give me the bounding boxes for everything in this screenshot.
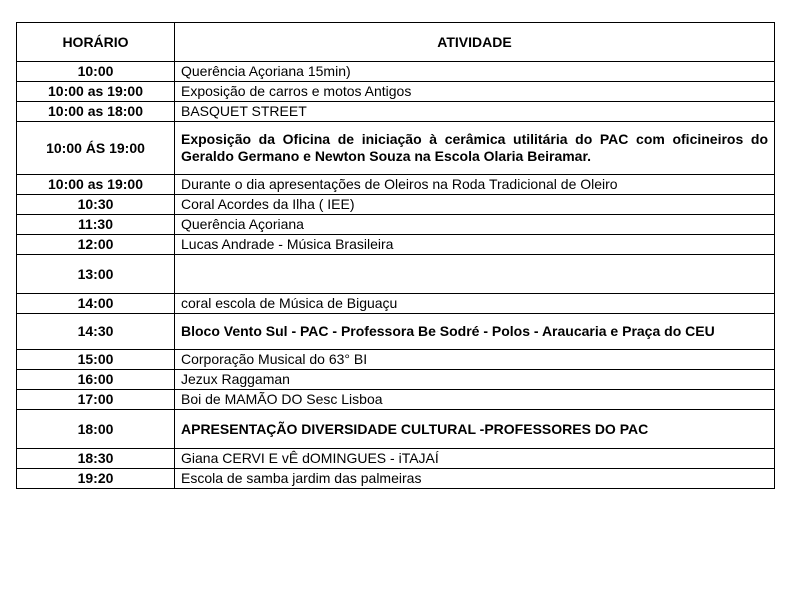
row-time: 13:00 <box>17 255 175 294</box>
table-row <box>17 410 775 449</box>
header-time: HORÁRIO <box>17 23 175 62</box>
row-time: 14:00 <box>17 294 175 314</box>
row-activity: Bloco Vento Sul - PAC - Professora Be Sodré - Polos - Araucaria e Praça do CEU <box>175 314 775 350</box>
schedule-table <box>16 22 775 489</box>
row-time: 10:00 as 19:00 <box>17 175 175 195</box>
row-time: 10:00 ÁS 19:00 <box>17 122 175 175</box>
table-row <box>17 255 775 294</box>
table-row <box>17 195 775 215</box>
table-row <box>17 350 775 370</box>
row-activity: Corporação Musical do 63° BI <box>175 350 775 370</box>
table-row <box>17 122 775 175</box>
row-activity: Exposição da Oficina de iniciação à cerâmica utilitária do PAC com oficineiros do Geraldo Germano e Newton Souza na Escola Olaria Beiramar. <box>175 122 775 175</box>
table-row <box>17 175 775 195</box>
table-row <box>17 82 775 102</box>
table-row <box>17 294 775 314</box>
table-row <box>17 449 775 469</box>
table-row <box>17 235 775 255</box>
row-activity: APRESENTAÇÃO DIVERSIDADE CULTURAL -PROFESSORES DO PAC <box>175 410 775 449</box>
row-activity: Querência Açoriana 15min) <box>175 62 775 82</box>
table-row <box>17 215 775 235</box>
row-activity: Escola de samba jardim das palmeiras <box>175 469 775 489</box>
row-time: 14:30 <box>17 314 175 350</box>
table-row <box>17 314 775 350</box>
row-activity <box>175 255 775 294</box>
row-activity: coral escola de Música de Biguaçu <box>175 294 775 314</box>
row-activity: Giana CERVI E vÊ dOMINGUES - iTAJAÍ <box>175 449 775 469</box>
table-row <box>17 390 775 410</box>
row-time: 10:00 as 18:00 <box>17 102 175 122</box>
row-time: 11:30 <box>17 215 175 235</box>
row-time: 18:00 <box>17 410 175 449</box>
row-time: 15:00 <box>17 350 175 370</box>
row-time: 10:00 <box>17 62 175 82</box>
header-row <box>17 23 775 62</box>
row-time: 10:00 as 19:00 <box>17 82 175 102</box>
table-row <box>17 370 775 390</box>
row-time: 19:20 <box>17 469 175 489</box>
row-time: 10:30 <box>17 195 175 215</box>
row-activity: Exposição de carros e motos Antigos <box>175 82 775 102</box>
header-activity: ATIVIDADE <box>175 23 775 62</box>
row-activity: Durante o dia apresentações de Oleiros na Roda Tradicional de Oleiro <box>175 175 775 195</box>
row-activity: Jezux Raggaman <box>175 370 775 390</box>
row-time: 12:00 <box>17 235 175 255</box>
row-activity: Boi de MAMÃO DO Sesc Lisboa <box>175 390 775 410</box>
table-row <box>17 102 775 122</box>
row-activity: Lucas Andrade - Música Brasileira <box>175 235 775 255</box>
table-row <box>17 62 775 82</box>
row-time: 18:30 <box>17 449 175 469</box>
row-time: 16:00 <box>17 370 175 390</box>
row-activity: BASQUET STREET <box>175 102 775 122</box>
row-activity: Coral Acordes da Ilha ( IEE) <box>175 195 775 215</box>
row-activity: Querência Açoriana <box>175 215 775 235</box>
row-time: 17:00 <box>17 390 175 410</box>
table-row <box>17 469 775 489</box>
